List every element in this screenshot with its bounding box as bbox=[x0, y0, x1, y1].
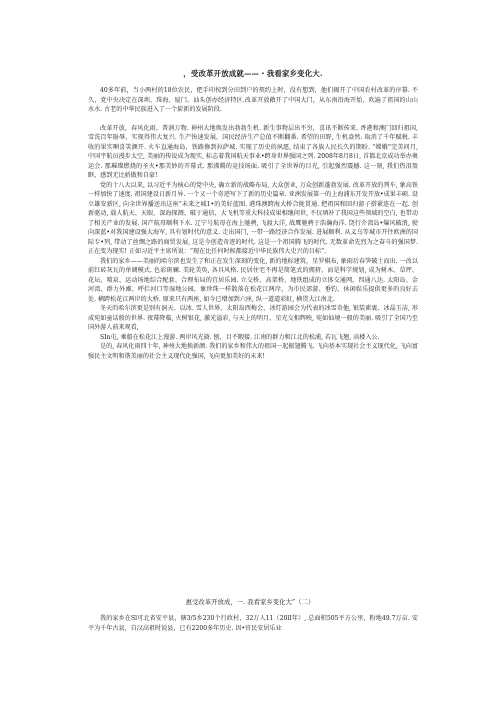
article-paragraph-1: 40多年前，当小两村的18位农民，把手印按到分田到户的契约上时，没有想到，他们揭开了中国农村改革的序幕. 不久，党中央决定在深圳、珠海、厦门、汕头创办经济特区.改革开放敞开了中国大门，从东南沿海开始，吹遍了祖国的山山水水. 古老的中华民族进入了一个崭新的发展阶段. bbox=[88, 87, 418, 113]
article-paragraph-5: 冬天的哈尔滨更是别有洞天。以冰. 雪人世界、太阳岛西梅会、冰灯游园会为代表的冰雪奇他, 银装素裹、冰晶玉洁, 形成宛如童话般的世界. 夜幕降临, 火树银花, 激光溢彩, 与天上的明月、星光交相辉映, 宛如仙境一般的美丽. 吸引了全国乃至国外游人前来观看, bbox=[88, 305, 418, 331]
paragraph-spacer bbox=[88, 115, 418, 124]
article-paragraph-2: 改革开放，春风化雨，普润万物. 神州大地焕发出勃勃生机. 新生事物层出不穷，喜讯不断传来. 香港和澳门回归祖国, 雪洗百年耻辱，实现得伟大复兴. 生产快速发展，国民经济生产总值不断翻番. 希望的田野, 生机盎然. 取消了千年赋税. 丰收的果实啊喜笑颜开. 火车直通海岛，铁路修到拉萨城. 实现了历史的夙愿, 结束了各族人民长久的期盼. “嫦娥”完美问月, 中国宇航员漫步太空, 美丽的传说成为现实, 标志着我国航天事业•跨身世界强国之列. 2008年8月8日, 首都北京成功举办奥运会. 那璀璨燃烧的圣火•那美妙的开幕式. 那沸腾的竞技场面. 吸引了全世界的目光, 引起强烈震撼. 这一刻, 我们热泪盈眶，感到无比骄傲和自豪! bbox=[88, 124, 418, 179]
article-paragraph-4: 我们的家乡——美丽的哈尔滨也发生了和正在发生深刻的变化, 新的地标建筑，星罗棋布, 象雨后春笋破土而出. 一改以前红砖灰瓦的单调模式. 色彩斑斓. 美轮美奂, 各具风格. 民居住宅不再是简笔式的拥挤，而是科学规划, 成为树木、草坪、花坛、喷泉、运动场地综合配套、合理布局的宜居乐园. 立交桥、高架桥、地铁组成的立体交通网，四通八达. 太阳岛、金河湾、群力外滩、呼拦河口等湿地公园，象珍珠一样散落在松花江两岸，为市民郊游、垂钓、休闲娱乐提供更多的良好去处. 横跨松花江两岸的大桥. 原来只有两座, 如今已增加到六座, 纵一道道彩虹, 横贯大江南北. bbox=[88, 257, 418, 303]
section-paragraph: 我的家乡在Sl可北省安平县，辖3/5乡230个行政村，32万人11（20lI年）, 总面积505平方公里，粉地49.7万亩. 安平为千年古县，自汉高祖时说县，已有2200多年历史. 因•官民安居乐业 bbox=[88, 615, 418, 632]
article-paragraph-7: 是的, 春风化雨四十年, 神州大地换新颜. 我们的家乡和伟大的祖国一起振翅腾飞. 飞向基本实现社会主义现代化, 飞向富强民主文明和谐美丽的社会主义现代化强国, 飞向更加美好的未来! bbox=[88, 343, 418, 360]
article-paragraph-3: 党的十八大以来, 以习近平为核心的党中央, 确立新的战略布局, 大众创业, 万众创新蓬勃发展. 改革开放的列车, 象高铁一样加快了速度. 祖国建设日新月异. 一个又一个奇迹写下了新的历史篇章. 亚洲发展第一的上海浦东开发开放•成果丰硕. 设立雄安新区, 向全世界播送出这座“未来之城1•的美好蓝图. 港珠澳跨海大桥合拢贯通. 把祖国和回归游子搭紧连在一起. 创新驱动, 载人航天、天眼、深海探测、破于通信、大飞机等重大科技成果相继问世, 不仅填补了我国这些领域的空白, 也带动了相关产业的发展. 国产航母顺利下水. 辽宁号航母在海上驰骋, 飞渡大洋, 战鹰驰骋于浩瀚海洋. 饶行介湾岛•爆风破浪, 驶向深蓝•对我国建设强大海军, 具有划时代的意义. 走出国门, 一带一路经济合作发展. 进展顺利. 从义乌等城市开往欧洲的国际专•列, 带动了丝绸之路的商贸发展, 这是今创造奇迹的时代. 这是一个祖国腾飞的时代. 无数革命先烈为之奋斗的强国梦. 正在变为现实! 正如习近平主席所说：“现在比任何时候都接近中华民族伟大史兴的目标”. bbox=[88, 181, 418, 255]
article-body bbox=[88, 68, 418, 361]
section-body bbox=[88, 614, 418, 633]
article-paragraph-6: SIn屯, 乘船在松花江上漫游. 两岸风光旖. 刨，目不暇接. 江南的群力和江北的松浦, 若瓦飞翘, 高楼入公. bbox=[100, 333, 380, 341]
article-title: ，受改革开放成就——・我看家乡变化大. bbox=[183, 69, 323, 78]
section-title: 惠受改革开放成，一. 我看家乡变化大”（二） bbox=[185, 598, 315, 606]
